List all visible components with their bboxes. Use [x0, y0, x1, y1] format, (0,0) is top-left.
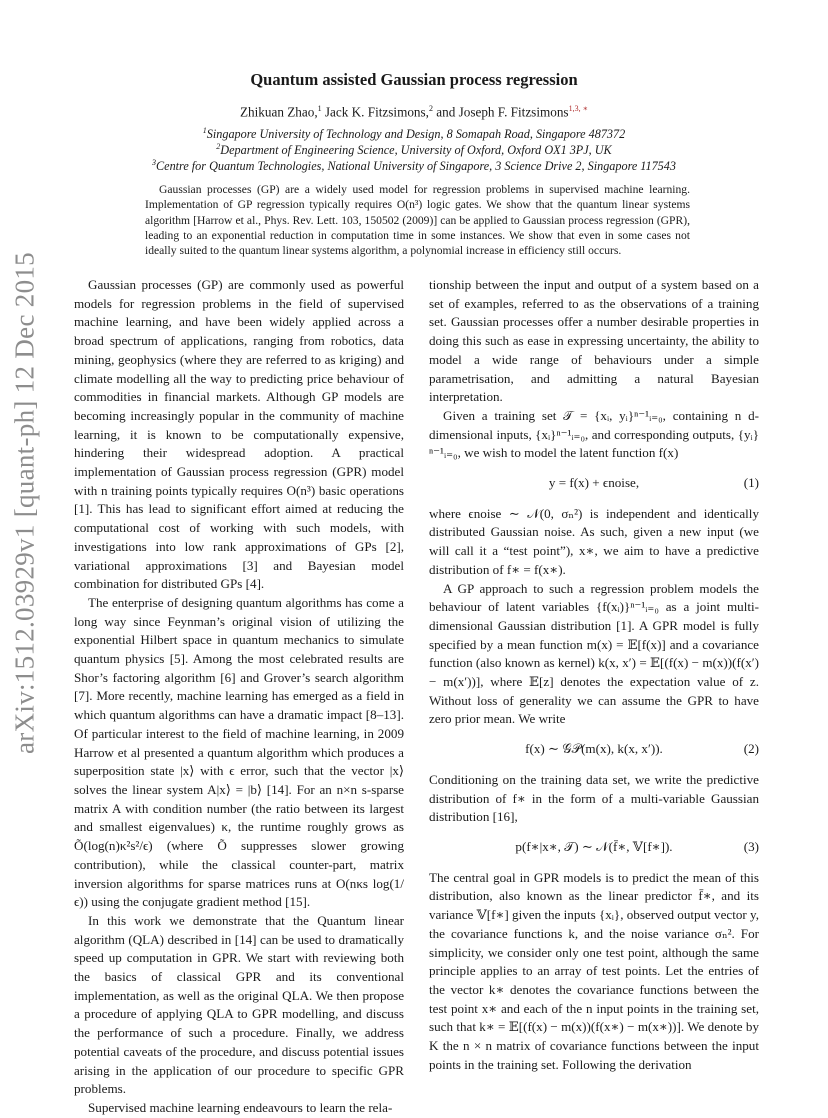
affiliation-1: $^1$Singapore University of Technology and Design, 8 Somapah Road, Singapore 487372	[202, 126, 626, 142]
abstract: Gaussian processes (GP) are a widely used model for regression problems in supervised machine learning. Implementation of GP regression typically requires O(n³) logic gates. We show that the quantum linear systems algorithm [Harrow et al., Phys. Rev. Lett. 103, 150502 (2009)] can be applied to Gaussian process regression (GPR), leading to an exponential reduction in computation time in some instances. We show that even in some cases not ideally suited to the quantum linear systems algorithm, a polynomial increase in efficiency still occurs.	[145, 183, 690, 258]
author-2-affil: 2	[428, 104, 433, 113]
affiliation-2: $^2$Department of Engineering Science, University of Oxford, Oxford OX1 3PJ, UK	[216, 142, 612, 158]
paragraph-noise: where ϵnoise ∼ 𝒩(0, σₙ²) is independent and identically distributed Gaussian noise. As such, given a new input (we will call it a “test point”), x∗, we aim to have a predictive distribution of f∗ = f(x∗).	[429, 505, 759, 577]
paper-title: Quantum assisted Gaussian process regression	[250, 70, 578, 89]
paragraph-continued: tionship between the input and output of a system based on a set of examples, referred to as the observations of a training set. Gaussian processes offer a number desirable properties in doing this such as ease in expressing uncertainty, the ability to model a wide range of behaviours under a simple parametrisation, and admitting a natural Bayesian interpretation.	[429, 277, 759, 405]
paragraph-conditioning: Conditioning on the training data set, we write the predictive distribution of f∗ in the form of a multi-variable Gaussian distribution [16],	[429, 771, 759, 825]
arxiv-stamp	[0, 238, 50, 768]
paragraph-training-set: Given a training set 𝒯 = {xᵢ, yᵢ}ⁿ⁻¹ᵢ₌₀, containing n d-dimensional inputs, {xᵢ}ⁿ⁻¹ᵢ₌₀, and corresponding outputs, {yᵢ}ⁿ⁻¹ᵢ₌₀, we wish to model the latent function f(x)	[429, 407, 759, 461]
paragraph-quantum-algorithms: The enterprise of designing quantum algorithms has come a long way since Feynman’s original vision of utilizing the exponential Hilbert space in quantum mechanics to simulate quantum physics [5]. Among the most celebrated results are Shor’s factoring algorithm [6] and Grover’s search algorithm [7]. More recently, machine learning has emerged as a field in which quantum algorithms can have a dramatic impact [8–13]. Of particular interest to the field of machine learning, in 2009 Harrow et al presented a quantum algorithm which produces a superposition state |x⟩ with ϵ error, such that the vector |x⟩ solves the linear system A|x⟩ = |b⟩ [14]. For an n×n s-sparse matrix A with condition number (the ratio between its largest and smallest eigenvalues) κ, the runtime roughly grows as Õ(log(n)κ²s²/ϵ) (where Õ suppresses slower growing contribution), while the classical counter-part, matrix inversion algorithms for sparse matrices runs at O(nκs log(1/ϵ)) using the conjugate gradient method [15].	[74, 594, 404, 910]
paragraph-central-goal: The central goal in GPR models is to predict the mean of this distribution, also known as the linear predictor f̄∗, and its variance 𝕍[f∗] given the inputs {xᵢ}, observed output vector y, the covariance functions k, and the noise variance σₙ². For simplicity, we consider only one test point, although the same principle applies to an array of test points. Let the entries of the vector k∗ denotes the covariance functions between the test point x∗ and each of the n input points in the training set, such that k∗ = 𝔼[(f(x) − m(x))(f(x∗) − m(x∗))]. We denote by K the n × n matrix of covariance functions between the input points in the training set. Following the derivation	[429, 869, 759, 1072]
author-1: Zhikuan Zhao,	[239, 104, 318, 120]
author-1-affil: 1	[317, 104, 322, 113]
equation-1: y = f(x) + ϵnoise, (1)	[548, 475, 759, 491]
right-column	[429, 276, 759, 1074]
author-3-affil: 1,3, ∗	[568, 104, 588, 113]
arxiv-identifier: arXiv:1512.03929v1 [quant-ph] 12 Dec 2015	[9, 252, 40, 754]
paragraph-this-work: In this work we demonstrate that the Quantum linear algorithm (QLA) described in [14] can be used to dramatically speed up computation in GPR. We start with reviewing both the basics of classical GPR and its conventional implementation, as well as the original QLA. We then propose a procedure of applying QLA to GPR modelling, and discuss the performance of such a procedure. Finally, we address potential caveats of the procedure, and discuss potential issues arising in the application of our procedure to specific GPR problems.	[74, 912, 404, 1097]
author-2: Jack K. Fitzsimons,	[324, 104, 429, 120]
author-list	[0, 104, 828, 120]
affiliation-3: $^3$Centre for Quantum Technologies, National University of Singapore, 3 Science Drive 2, Singapore 117543	[152, 158, 676, 174]
left-column	[74, 276, 404, 1118]
paragraph-gp-approach: A GP approach to such a regression problem models the behaviour of latent variables {f(xᵢ)}ⁿ⁻¹ᵢ₌₀ as a joint multi-dimensional Gaussian distribution [1]. A GPR model is fully specified by a mean function m(x) = 𝔼[f(x)] and a covariance function (also known as kernel) k(x, x′) = 𝔼[(f(x) − m(x))(f(x′) − m(x′))], where 𝔼[z] denotes the expectation value of z. Without loss of generality we can assume the GPR to have zero prior mean. We write	[429, 580, 759, 727]
author-3: and Joseph F. Fitzsimons	[436, 104, 569, 120]
equation-3: p(f∗|x∗, 𝒯) ∼ 𝒩(f̄∗, 𝕍[f∗]). (3)	[515, 838, 759, 854]
paragraph-supervised: Supervised machine learning endeavours to learn the rela-	[88, 1099, 393, 1115]
paragraph-intro: Gaussian processes (GP) are commonly used as powerful models for regression problems in the field of supervised machine learning, and have been widely applied across a broad spectrum of applications, ranging from robotics, data mining, geophysics (where they are referred to as kriging) and climate modelling all the way to predicting price behaviour of commodities in financial markets. Although GP models are becoming increasingly popular in the community of machine learning, it is known to be computationally expensive, hindering their widespread adoption. A practical implementation of Gaussian process regression (GPR) model with n training points typically requires O(n³) basic operations [1]. This has lead to significant effort aimed at reducing the computational cost of working with such models, with investigations into low rank approximations of GPs [2], variational approximations [3] and Bayesian model combination for distributed GPs [4].	[74, 277, 404, 592]
equation-2: f(x) ∼ 𝒢𝒫(m(x), k(x, x′)). (2)	[525, 741, 759, 757]
